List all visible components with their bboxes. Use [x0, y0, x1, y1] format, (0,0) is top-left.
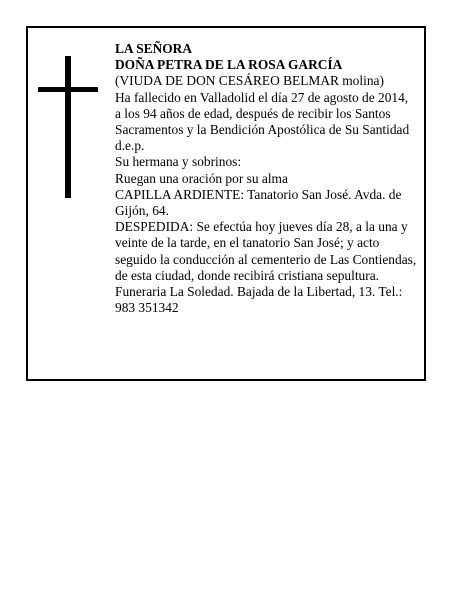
- body-line: Funeraria La Soledad. Bajada de la Libertad, 13. Tel.:: [115, 284, 403, 300]
- body-line: d.e.p.: [115, 138, 145, 154]
- body-line: a los 94 años de edad, después de recibir los Santos: [115, 105, 391, 121]
- deceased-name: DOÑA PETRA DE LA ROSA GARCÍA: [115, 57, 343, 73]
- obituary-notice: [26, 26, 426, 381]
- body-line: Ruegan una oración por su alma: [115, 170, 288, 186]
- notice-title-line-1: LA SEÑORA: [115, 41, 193, 56]
- latin-cross-icon: [38, 56, 98, 198]
- body-line: Su hermana y sobrinos:: [115, 154, 242, 170]
- body-line: 983 351342: [115, 300, 179, 316]
- body-line: seguido la conducción al cementerio de Las Contiendas,: [115, 251, 417, 267]
- body-line: Gijón, 64.: [115, 203, 169, 219]
- cross-vertical-bar: [65, 56, 71, 198]
- body-line: Sacramentos y la Bendición Apostólica de Su Santidad: [115, 122, 410, 138]
- body-line: de esta ciudad, donde recibirá cristiana sepultura.: [115, 267, 379, 283]
- body-line: Ha fallecido en Valladolid el día 27 de agosto de 2014,: [115, 89, 409, 105]
- widow-of: (VIUDA DE DON CESÁREO BELMAR molina): [115, 73, 384, 89]
- body-line: veinte de la tarde, en el tanatorio San José; y acto: [115, 235, 380, 251]
- body-line: CAPILLA ARDIENTE: Tanatorio San José. Avda. de: [115, 186, 402, 202]
- body-line: DESPEDIDA: Se efectúa hoy jueves día 28, a la una y: [115, 219, 408, 235]
- cross-horizontal-bar: [38, 87, 98, 92]
- notice-text: [115, 41, 421, 316]
